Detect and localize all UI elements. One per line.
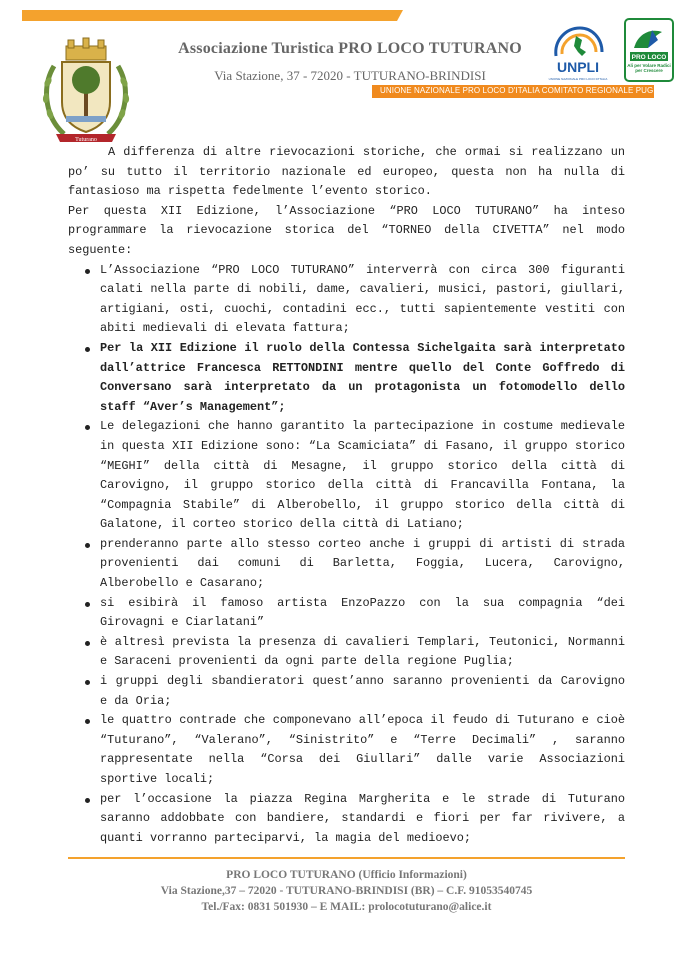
program-list: [68, 261, 625, 849]
regional-committee-text: UNIONE NAZIONALE PRO LOCO D'ITALIA COMITATO REGIONALE PUGLIA: [380, 86, 666, 95]
intro-paragraph: A differenza di altre rievocazioni storiche, che ormai si realizzano un po’ su tutto il territorio nazionale ed europeo, questa non ha nulla di fantasioso ma rispetta fedelmente l’evento storico.: [68, 145, 625, 199]
regional-committee-band: [372, 85, 666, 98]
proloco-logo-slogan: Ali per Volare Radici per Crescere: [627, 63, 671, 73]
organization-title: Associazione Turistica PRO LOCO TUTURANO: [178, 40, 522, 57]
unpli-logo-icon: [548, 22, 608, 84]
footer: [68, 867, 625, 915]
list-item: per l’occasione la piazza Regina Margherita e le strade di Tuturano saranno addobbate con bandiere, standardi e fiori per far rivivere, a quanti vorranno parteciparvi, la magia del medioevo;: [68, 790, 625, 849]
bullet-icon: [85, 719, 90, 724]
list-item: si esibirà il famoso artista EnzoPazzo con la sua compagnia “dei Girovagni e Ciarlatani”: [68, 594, 625, 633]
edition-paragraph: Per questa XII Edizione, l’Associazione “PRO LOCO TUTURANO” ha inteso programmare la rievocazione storica del “TORNEO della CIVETTA” nel modo seguente:: [68, 203, 625, 257]
list-item: L’Associazione “PRO LOCO TUTURANO” interverrà con circa 300 figuranti calati nella parte di nobili, dame, cavalieri, musici, pastori, giullari, artigiani, osti, cuochi, contadini ecc., tutti sapientemente vestiti con abiti medievali di elevata fattura;: [68, 261, 625, 339]
proloco-logo-icon: [624, 18, 674, 82]
list-item: i gruppi degli sbandieratori quest’anno saranno provenienti da Carovigno e da Oria;: [68, 672, 625, 711]
bullet-icon: [85, 798, 90, 803]
unpli-logo-subtext: UNIONE NAZIONALE PRO LOCO D'ITALIA: [548, 77, 608, 81]
list-item: è altresì prevista la presenza di cavalieri Templari, Teutonici, Normanni e Saraceni provenienti da ogni parte della regione Puglia;: [68, 633, 625, 672]
footer-contacts: Tel./Fax: 0831 501930 – E MAIL: prolocotuturano@alice.it: [201, 901, 492, 913]
list-item: Le delegazioni che hanno garantito la partecipazione in costume medievale in questa XII Edizione sono: “La Scamiciata” di Fasano, il gruppo storico “MEGHI” della città di Mesagne, il gruppo storico della città di Carovigno, il gruppo storico della città di Francavilla Fontana, la “Compagnia Stabile” di Alberobello, il gruppo storico della città di Galatone, il corteo storico della città di Latiano;: [68, 417, 625, 535]
footer-divider: [68, 857, 625, 859]
footer-address: Via Stazione,37 – 72020 - TUTURANO-BRINDISI (BR) – C.F. 91053540745: [160, 885, 533, 897]
document-body: [68, 143, 625, 848]
footer-office: PRO LOCO TUTURANO (Ufficio Informazioni): [226, 869, 467, 881]
bullet-icon: [85, 347, 90, 352]
organization-address: Via Stazione, 37 - 72020 - TUTURANO-BRINDISI: [214, 68, 486, 83]
list-item: Per la XII Edizione il ruolo della Contessa Sichelgaita sarà interpretato dall’attrice Francesca RETTONDINI mentre quello del Conte Goffredo di Conversano sarà interpretato da un protagonista un fotomodello dello staff “Aver’s Management”;: [68, 339, 625, 417]
header-accent-bar: [22, 10, 397, 21]
bullet-icon: [85, 641, 90, 646]
bullet-icon: [85, 543, 90, 548]
unpli-logo-text: UNPLI: [557, 59, 599, 75]
bullet-icon: [85, 425, 90, 430]
bullet-icon: [85, 269, 90, 274]
crest-caption: Tuturano: [75, 137, 97, 143]
municipal-crest-icon: [38, 36, 134, 148]
list-item: le quattro contrade che componevano all’epoca il feudo di Tuturano e cioè “Tuturano”, “Valerano”, “Sinistrito” e “Terre Decimali” , saranno rappresentate nella “Corsa dei Giullari” dalle varie Associazioni sportive locali;: [68, 711, 625, 789]
proloco-logo-text: PRO LOCO: [631, 54, 667, 61]
bullet-icon: [85, 602, 90, 607]
list-item: prenderanno parte allo stesso corteo anche i gruppi di artisti di strada provenienti dai comuni di Barletta, Foggia, Lucera, Carovigno, Alberobello e Casarano;: [68, 535, 625, 594]
bullet-icon: [85, 680, 90, 685]
